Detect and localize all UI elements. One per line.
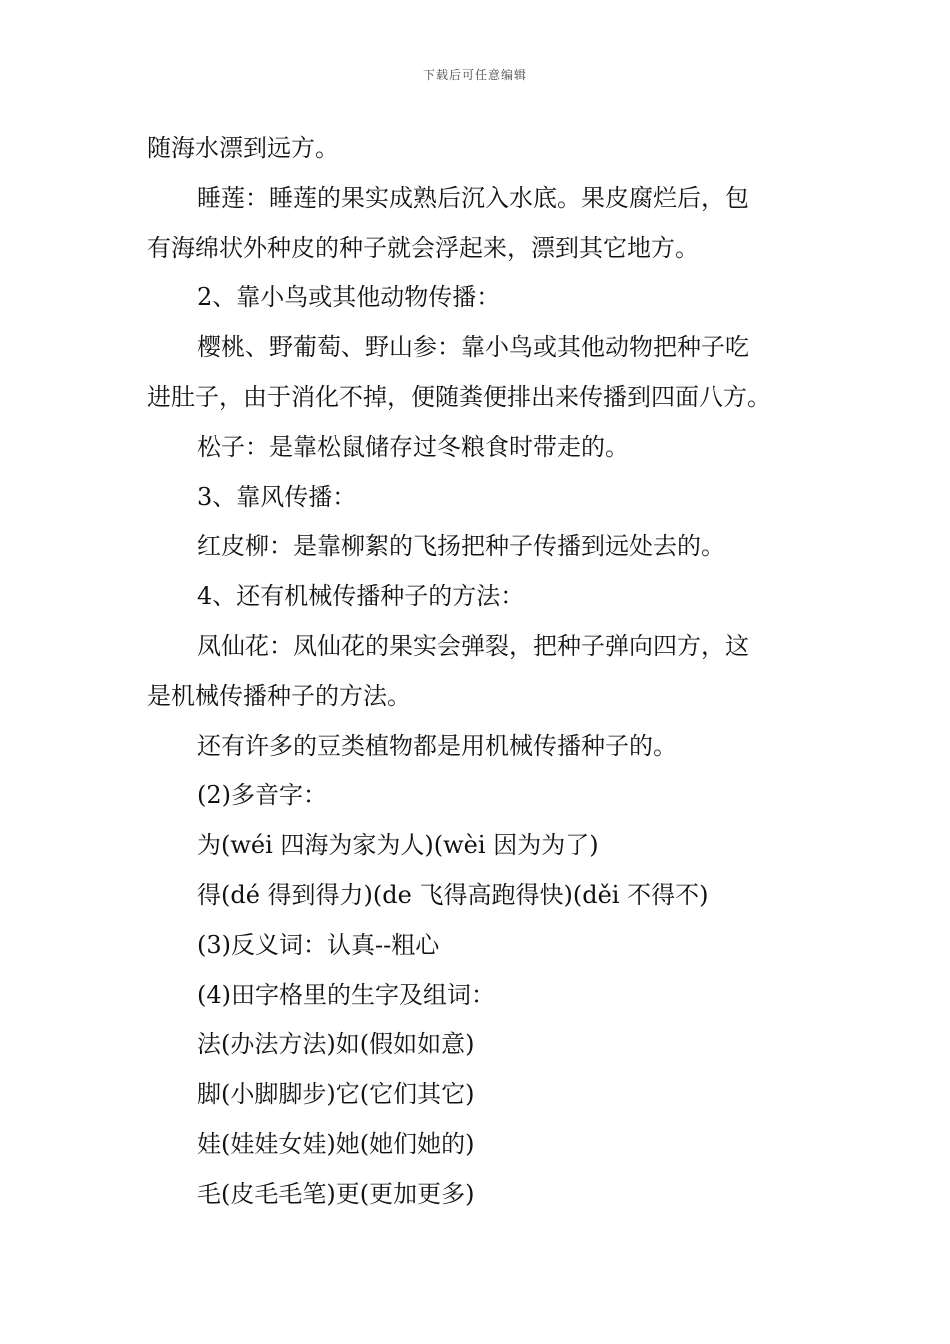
text-line: 凤仙花：凤仙花的果实会弹裂，把种子弹向四方，这 xyxy=(197,631,749,660)
text-line: 进肚子，由于消化不掉，便随粪便排出来传播到四面八方。 xyxy=(147,382,771,411)
page-header: 下载后可任意编辑 xyxy=(422,68,527,82)
text-line: (3)反义词：认真--粗心 xyxy=(197,930,440,959)
document-body xyxy=(147,124,807,1220)
text-line: (4)田字格里的生字及组词： xyxy=(197,980,495,1009)
text-line: 还有许多的豆类植物都是用机械传播种子的。 xyxy=(197,731,677,760)
text-line: 脚(小脚脚步)它(它们其它) xyxy=(197,1080,475,1109)
text-line: 为(wéi 四海为家为人)(wèi 因为为了) xyxy=(197,831,599,860)
text-line: 4、还有机械传播种子的方法： xyxy=(197,582,525,611)
text-line: 睡莲：睡莲的果实成熟后沉入水底。果皮腐烂后，包 xyxy=(197,183,749,212)
text-line: 是机械传播种子的方法。 xyxy=(147,681,411,710)
text-line: 3、靠风传播： xyxy=(197,482,357,511)
text-line: 松子：是靠松鼠储存过冬粮食时带走的。 xyxy=(197,432,629,461)
text-line: 有海绵状外种皮的种子就会浮起来，漂到其它地方。 xyxy=(147,233,699,262)
text-line: 毛(皮毛毛笔)更(更加更多) xyxy=(197,1179,475,1208)
text-line: 法(办法方法)如(假如如意) xyxy=(197,1030,475,1059)
text-line: 娃(娃娃女娃)她(她们她的) xyxy=(197,1129,475,1158)
text-line: 2、靠小鸟或其他动物传播： xyxy=(197,283,501,312)
text-line: 红皮柳：是靠柳絮的飞扬把种子传播到远处去的。 xyxy=(197,532,725,561)
text-line: 樱桃、野葡萄、野山参：靠小鸟或其他动物把种子吃 xyxy=(197,333,749,362)
text-line: 得(dé 得到得力)(de 飞得高跑得快)(děi 不得不) xyxy=(197,880,709,909)
text-line: 随海水漂到远方。 xyxy=(147,134,339,162)
text-line: (2)多音字： xyxy=(197,781,327,810)
